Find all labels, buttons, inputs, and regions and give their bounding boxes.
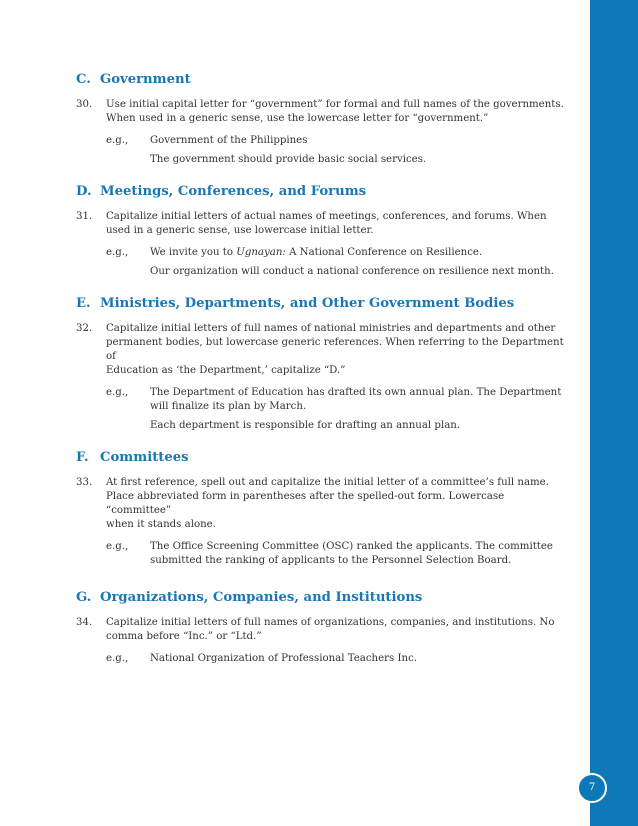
section-organizations <box>76 589 568 666</box>
page-number-badge: 7 <box>577 773 607 803</box>
section-title: Ministries, Departments, and Other Government Bodies <box>100 296 515 311</box>
example-row <box>106 134 568 148</box>
example-row <box>106 386 568 414</box>
example-italic-name: Ugnayan: <box>236 247 286 258</box>
example-label: e.g., <box>106 135 129 146</box>
section-title: Government <box>100 72 191 87</box>
example-label: e.g., <box>106 653 129 664</box>
section-ministries <box>76 295 568 433</box>
rule-item <box>76 322 568 378</box>
section-title: Committees <box>100 450 189 465</box>
section-heading <box>76 183 568 201</box>
example-row <box>106 540 568 568</box>
section-heading <box>76 449 568 467</box>
section-title: Meetings, Conferences, and Forums <box>100 184 367 199</box>
section-title: Organizations, Companies, and Institutions <box>100 590 423 605</box>
rule-number: 30. <box>76 99 93 110</box>
example-row <box>106 246 568 260</box>
section-heading <box>76 295 568 313</box>
section-letter: F. <box>76 450 89 465</box>
rule-number: 32. <box>76 323 93 334</box>
rule-text: At first reference, spell out and capitalize the initial letter of a committee’s full name. Place abbreviated form in parentheses after the spelled-out form. Lowercase “committee” when it stands alone. <box>106 477 549 530</box>
section-committees <box>76 449 568 568</box>
section-letter: C. <box>76 72 91 87</box>
rule-number: 33. <box>76 477 93 488</box>
example-label: e.g., <box>106 541 129 552</box>
example-label: e.g., <box>106 387 129 398</box>
rule-item <box>76 476 568 532</box>
rule-text: Capitalize initial letters of full names of organizations, companies, and institutions. No comma before “Inc.” or “Ltd.” <box>106 617 555 642</box>
side-color-bar <box>590 0 638 826</box>
rule-text: Capitalize initial letters of actual names of meetings, conferences, and forums. When used in a generic sense, use lowercase initial letter. <box>106 211 547 236</box>
example-text: Our organization will conduct a national conference on resilience next month. <box>150 266 554 277</box>
example-text-part: A National Conference on Resilience. <box>285 247 483 258</box>
section-letter: G. <box>76 590 92 605</box>
rule-text: Capitalize initial letters of full names of national ministries and departments and other permanent bodies, but lowercase generic references. When referring to the Department of Education as ‘the Department,’ capitalize “D.” <box>106 323 564 376</box>
section-heading <box>76 589 568 607</box>
page-content <box>76 71 568 671</box>
example-row <box>106 652 568 666</box>
section-meetings <box>76 183 568 279</box>
rule-item <box>76 98 568 126</box>
rule-text: Use initial capital letter for “government” for formal and full names of the governments. When used in a generic sense, use the lowercase letter for “government.” <box>106 99 564 124</box>
rule-number: 31. <box>76 211 93 222</box>
section-letter: E. <box>76 296 91 311</box>
example-text <box>150 246 568 260</box>
example-text-part: We invite you to <box>150 247 237 258</box>
rule-item <box>76 210 568 238</box>
example-text: National Organization of Professional Teachers Inc. <box>150 653 418 664</box>
section-government <box>76 71 568 167</box>
example-text: Government of the Philippines <box>150 135 308 146</box>
example-text: Each department is responsible for drafting an annual plan. <box>150 420 461 431</box>
section-heading <box>76 71 568 89</box>
rule-item <box>76 616 568 644</box>
example-text: The Department of Education has drafted its own annual plan. The Department will finalize its plan by March. <box>150 387 562 412</box>
section-letter: D. <box>76 184 92 199</box>
example-label: e.g., <box>106 247 129 258</box>
rule-number: 34. <box>76 617 93 628</box>
example-text: The Office Screening Committee (OSC) ranked the applicants. The committee submitted the ranking of applicants to the Personnel Selection Board. <box>150 541 553 566</box>
example-text: The government should provide basic social services. <box>150 154 427 165</box>
